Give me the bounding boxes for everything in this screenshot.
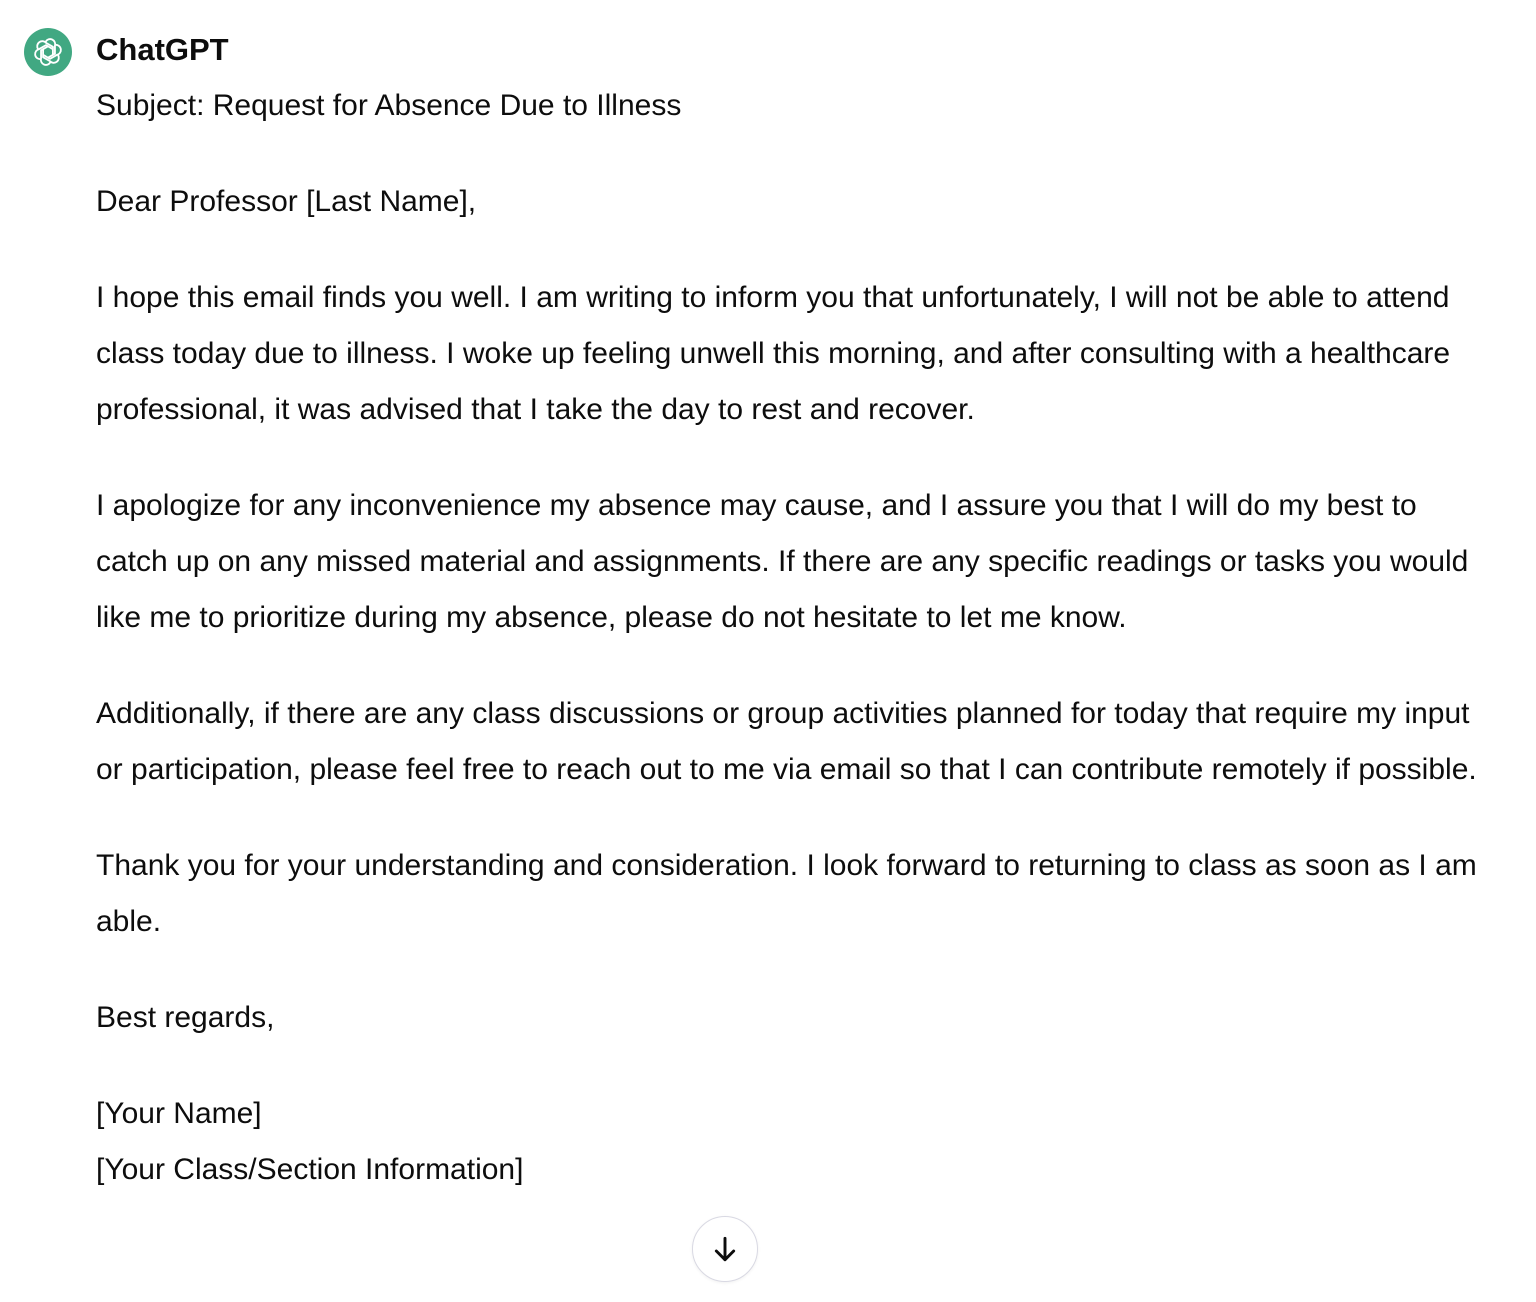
email-paragraph: I apologize for any inconvenience my absence may cause, and I assure you that I will do my best to catch up on any missed material and assignments. If there are any specific readings or tasks you would like me to prioritize during my absence, please do not hesitate to let me know. [96,489,1469,634]
openai-logo-icon [31,35,65,69]
message-author: ChatGPT [96,32,229,67]
message-content [96,78,1496,1198]
scroll-to-bottom-button[interactable] [692,1216,758,1282]
email-paragraph: Additionally, if there are any class discussions or group activities planned for today that require my input or participation, please feel free to reach out to me via email so that I can contribute remotely if possible. [96,697,1477,786]
email-subject: Subject: Request for Absence Due to Illness [96,89,682,122]
signature-name: [Your Name] [96,1097,262,1130]
chatgpt-avatar [24,28,72,76]
email-closing: Best regards, [96,1001,275,1034]
email-paragraph: Thank you for your understanding and consideration. I look forward to returning to class as soon as I am able. [96,849,1477,938]
signature-class-info: [Your Class/Section Information] [96,1153,524,1186]
email-greeting: Dear Professor [Last Name], [96,185,477,218]
email-paragraph: I hope this email finds you well. I am writing to inform you that unfortunately, I will not be able to attend class today due to illness. I woke up feeling unwell this morning, and after consulting with a healthcare professional, it was advised that I take the day to rest and recover. [96,281,1451,426]
arrow-down-icon [709,1233,741,1265]
